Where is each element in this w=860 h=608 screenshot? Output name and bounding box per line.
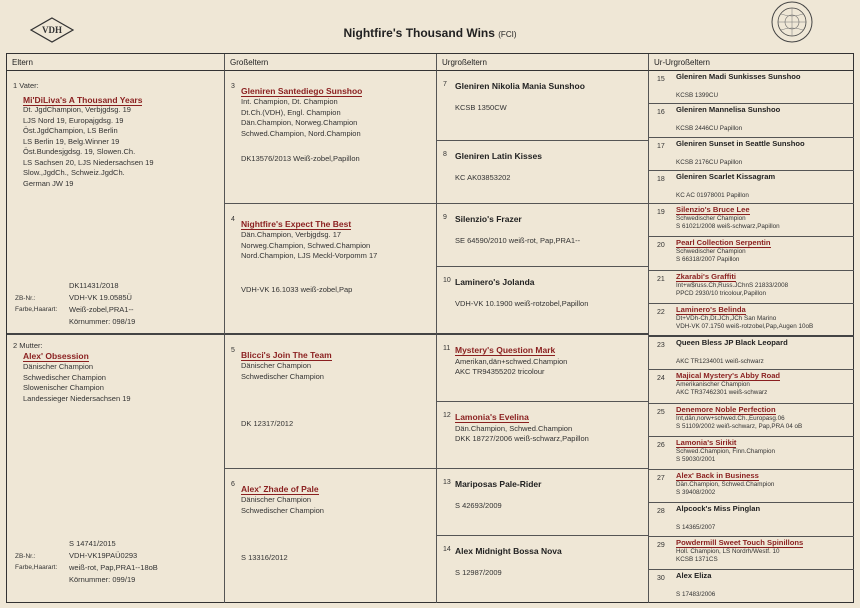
header-great-grandparents: Urgroßeltern: [437, 54, 649, 71]
grandparent-reg: DK 12317/2012: [241, 419, 294, 428]
great-great-grandparent-title-line: Schwedischer Champion: [676, 215, 746, 222]
great-great-grandparent-number: 18: [657, 176, 665, 183]
pedigree-table: [6, 53, 854, 603]
great-great-grandparent-title-line: Holl. Champion, LS Nordrh/Westf. 10: [676, 548, 780, 555]
great-great-grandparent-reg: S 61021/2008 weiß-schwarz,Papillon: [676, 223, 780, 231]
grandparent-title-line: Dän.Champion, Verbjgdsg. 17: [241, 230, 342, 239]
great-great-grandparent-reg: S 14365/2007: [676, 524, 716, 531]
great-grandparent-cell: [437, 71, 649, 141]
great-great-grandparent-title-line: Schwedischer Champion: [676, 248, 746, 255]
great-grandparent-cell: [437, 141, 649, 204]
great-great-grandparent-number: 21: [657, 276, 665, 283]
great-great-grandparent-number: 16: [657, 109, 665, 116]
great-grandparent-cell: [437, 335, 649, 402]
father-title-line: LS Sachsen 20, LJS Niedersachsen 19: [23, 157, 154, 167]
grandparent-cell: [225, 204, 437, 335]
great-grandparent-number: 13: [443, 479, 451, 486]
great-great-grandparent-title-line: Amerikanischer Champion: [676, 381, 750, 388]
great-great-grandparent-name: Silenzio's Bruce Lee: [676, 205, 750, 214]
great-great-grandparent-number: 20: [657, 242, 665, 249]
grandparent-title-line: Dän.Champion, Norweg.Champion: [241, 118, 358, 127]
mother-farbe: weiß-rot, Pap,PRA1--18oB: [69, 563, 158, 572]
great-great-grandparent-reg: KCSB 2176CU Papillon: [676, 159, 743, 166]
great-grandparent-reg: S 12987/2009: [455, 568, 502, 577]
grandparent-number: 6: [231, 481, 235, 488]
mother-cell: [7, 335, 225, 603]
great-great-grandparent-name: Majical Mystery's Abby Road: [676, 371, 781, 380]
father-title-line: German JW 19: [23, 178, 74, 188]
father-farbe-label: Farbe,Haarart:: [15, 306, 58, 313]
great-great-grandparent-cell: [649, 437, 854, 470]
great-great-grandparent-reg: AKC TR1234001 weiß-schwarz: [676, 358, 764, 365]
fci-seal: [762, 0, 822, 46]
grandparent-name: Blicci's Join The Team: [241, 350, 332, 360]
great-grandparent-title-line: Amerikan,dän+schwed.Champion: [455, 357, 568, 366]
great-grandparent-number: 9: [443, 214, 447, 221]
great-great-grandparent-name: Laminero's Belinda: [676, 305, 746, 314]
great-great-grandparent-reg: KCSB 1371CS: [676, 556, 718, 564]
great-great-grandparent-number: 23: [657, 342, 665, 349]
great-great-grandparent-cell: [649, 304, 854, 337]
grandparent-number: 5: [231, 347, 235, 354]
father-title-line: Öst.Bundesjgdsg. 19, Slowen.Ch.: [23, 147, 136, 156]
grandparent-title-line: Schwedischer Champion: [241, 371, 324, 381]
great-grandparent-reg: KCSB 1350CW: [455, 103, 507, 112]
great-great-grandparent-cell: [649, 138, 854, 171]
mother-koernummer: Körnummer: 099/19: [69, 575, 136, 584]
mother-farbe-label: Farbe,Haarart:: [15, 564, 58, 571]
mother-role: 2 Mutter:: [13, 341, 43, 350]
great-grandparent-name: Silenzio's Frazer: [455, 214, 522, 224]
grandparent-number: 3: [231, 83, 235, 90]
mother-name: Alex' Obsession: [23, 351, 89, 361]
father-title-line: Slow.,JgdCh., Schweiz.JgdCh.: [23, 168, 125, 177]
title-text: Nightfire's Thousand Wins: [343, 26, 495, 40]
father-farbe: Weiß-zobel,PRA1--: [69, 305, 134, 314]
title-suffix: (FCI): [498, 30, 517, 39]
mother-title-line: Schwedischer Champion: [23, 372, 106, 382]
great-grandparent-number: 12: [443, 412, 451, 419]
header-grandparents: Großeltern: [225, 54, 437, 71]
mother-reg: S 14741/2015: [69, 539, 116, 548]
great-great-grandparent-title-line: Dt+VDh-Ch,Dt.JCh,JCh San Marino: [676, 315, 777, 322]
great-great-grandparent-number: 30: [657, 575, 665, 582]
great-great-grandparent-cell: [649, 503, 854, 537]
father-title-line: LS Berlin 19, Belg.Winner 19: [23, 136, 120, 146]
great-grandparent-cell: [437, 267, 649, 335]
great-grandparent-name: Mystery's Question Mark: [455, 345, 556, 355]
great-grandparent-number: 7: [443, 81, 447, 88]
mother-zb-label: ZB-Nr.:: [15, 553, 36, 560]
grandparent-title-line: Dänischer Champion: [241, 361, 312, 370]
great-great-grandparent-name: Gleniren Mannelisa Sunshoo: [676, 105, 781, 114]
great-grandparent-reg: VDH-VK 10.1900 weiß-rotzobel,Papillon: [455, 299, 589, 308]
great-great-grandparent-name: Pearl Collection Serpentin: [676, 238, 771, 247]
grandparent-name: Alex' Zhade of Pale: [241, 484, 319, 494]
great-great-grandparent-name: Powdermill Sweet Touch Spinillons: [676, 538, 804, 547]
grandparent-title-line: Schwedischer Champion: [241, 505, 324, 515]
father-name: Mi'DiLiva's A Thousand Years: [23, 95, 143, 105]
great-great-grandparent-number: 19: [657, 209, 665, 216]
great-great-grandparent-cell: [649, 171, 854, 204]
great-great-grandparent-number: 17: [657, 143, 665, 150]
great-great-grandparent-cell: [649, 237, 854, 271]
great-great-grandparent-cell: [649, 570, 854, 603]
great-great-grandparent-name: Zkarabi's Graffiti: [676, 272, 737, 281]
great-grandparent-number: 14: [443, 546, 451, 553]
grandparent-cell: [225, 71, 437, 204]
grandparent-title-line: Dt.Ch.(VDH), Engl. Champion: [241, 107, 341, 117]
great-great-grandparent-title-line: Schwed.Champion, Finn.Champion: [676, 448, 776, 455]
grandparent-number: 4: [231, 216, 235, 223]
great-great-grandparent-cell: [649, 404, 854, 437]
grandparent-title-line: Int. Champion, Dt. Champion: [241, 97, 338, 106]
grandparent-name: Gleniren Santediego Sunshoo: [241, 86, 363, 96]
great-great-grandparent-cell: [649, 271, 854, 304]
grandparent-reg: S 13316/2012: [241, 553, 288, 562]
great-great-grandparent-name: Gleniren Madi Sunkisses Sunshoo: [676, 72, 801, 81]
great-great-grandparent-name: Lamonia's Sirikit: [676, 438, 737, 447]
great-great-grandparent-number: 22: [657, 309, 665, 316]
header-great-great-grandparents: Ur-Urgroßeltern: [649, 54, 854, 71]
great-great-grandparent-cell: [649, 470, 854, 503]
great-great-grandparent-cell: [649, 337, 854, 370]
great-grandparent-reg: S 42693/2009: [455, 501, 502, 510]
great-great-grandparent-name: Gleniren Sunset in Seattle Sunshoo: [676, 139, 805, 148]
grandparent-title-line: Norweg.Champion, Schwed.Champion: [241, 240, 371, 250]
header-parents: Eltern: [7, 54, 225, 71]
great-great-grandparent-reg: S 66318/2007 Papillon: [676, 256, 740, 264]
great-grandparent-cell: [437, 204, 649, 267]
grandparent-cell: [225, 469, 437, 603]
great-grandparent-number: 8: [443, 151, 447, 158]
great-great-grandparent-reg: VDH-VK 07.1750 weiß-rotzobel,Pap,Augen 10oB: [676, 323, 814, 331]
great-great-grandparent-reg: PPCD 2930/10 tricolour,Papillon: [676, 290, 766, 298]
great-grandparent-cell: [437, 402, 649, 469]
grandparent-reg: DK13576/2013 Weiß-zobel,Papillon: [241, 154, 360, 163]
great-great-grandparent-cell: [649, 370, 854, 404]
mother-title-line: Landessieger Niedersachsen 19: [23, 393, 131, 403]
great-great-grandparent-name: Denemore Noble Perfection: [676, 405, 776, 414]
great-great-grandparent-cell: [649, 104, 854, 138]
great-great-grandparent-name: Alex' Back in Business: [676, 471, 759, 480]
great-great-grandparent-reg: S 51109/2002 weiß-schwarz, Pap,PRA 04 oB: [676, 423, 803, 431]
father-koernummer: Körnummer: 098/19: [69, 317, 136, 326]
father-reg: DK11431/2018: [69, 281, 119, 290]
great-great-grandparent-name: Gleniren Scarlet Kissagram: [676, 172, 776, 181]
great-grandparent-reg: DKK 18727/2006 weiß-schwarz,Papillon: [455, 434, 589, 443]
great-grandparent-name: Gleniren Latin Kisses: [455, 151, 542, 161]
great-grandparent-reg: SE 64590/2010 weiß-rot, Pap,PRA1--: [455, 236, 581, 245]
great-grandparent-name: Laminero's Jolanda: [455, 277, 535, 287]
great-great-grandparent-cell: [649, 204, 854, 237]
great-great-grandparent-reg: KC AC 01978001 Papillon: [676, 192, 749, 199]
great-grandparent-name: Gleniren Nikolia Mania Sunshoo: [455, 81, 585, 91]
father-zb: VDH-VK 19.0585Ü: [69, 293, 132, 302]
great-great-grandparent-name: Alex Eliza: [676, 571, 712, 580]
great-great-grandparent-number: 27: [657, 475, 665, 482]
mother-title-line: Dänischer Champion: [23, 362, 94, 371]
grandparent-reg: VDH-VK 16.1033 weiß-zobel,Pap: [241, 285, 353, 294]
logo-text: VDH: [42, 25, 62, 35]
father-cell: [7, 71, 225, 335]
great-grandparent-number: 11: [443, 345, 451, 352]
great-great-grandparent-number: 15: [657, 76, 665, 83]
great-great-grandparent-reg: S 39408/2002: [676, 489, 716, 497]
great-grandparent-name: Lamonia's Evelina: [455, 412, 529, 422]
great-grandparent-reg: AKC TR94355202 tricolour: [455, 367, 545, 376]
great-great-grandparent-reg: AKC TR37462301 weiß-schwarz: [676, 389, 768, 397]
great-grandparent-reg: KC AK03853202: [455, 173, 511, 182]
great-great-grandparent-number: 28: [657, 508, 665, 515]
great-great-grandparent-reg: KCSB 2446CU Papillon: [676, 125, 743, 132]
great-grandparent-number: 10: [443, 277, 451, 284]
great-great-grandparent-title-line: Int,dän,norw+schwed.Ch.,Europasg.06: [676, 415, 785, 422]
great-grandparent-name: Alex Midnight Bossa Nova: [455, 546, 562, 556]
grandparent-title-line: Schwed.Champion, Nord.Champion: [241, 128, 361, 138]
grandparent-cell: [225, 335, 437, 469]
great-grandparent-name: Mariposas Pale-Rider: [455, 479, 542, 489]
father-role: 1 Vater:: [13, 81, 39, 90]
father-title-line: Öst.JgdChampion, LS Berlin: [23, 126, 118, 135]
great-great-grandparent-reg: S 17483/2006: [676, 591, 716, 598]
father-title-line: LJS Nord 19, Europajgdsg. 19: [23, 115, 124, 125]
great-great-grandparent-number: 25: [657, 409, 665, 416]
great-great-grandparent-number: 24: [657, 375, 665, 382]
great-great-grandparent-name: Alpcock's Miss Pinglan: [676, 504, 761, 513]
great-great-grandparent-title-line: Dän.Champion, Schwed.Champion: [676, 481, 775, 488]
great-great-grandparent-cell: [649, 71, 854, 104]
grandparent-name: Nightfire's Expect The Best: [241, 219, 352, 229]
great-great-grandparent-cell: [649, 537, 854, 570]
great-great-grandparent-title-line: Int+w$russ.Ch,Russ.JChnS 21833/2008: [676, 282, 789, 289]
great-great-grandparent-name: Queen Bless JP Black Leopard: [676, 338, 788, 347]
great-great-grandparent-reg: KCSB 1399CU: [676, 92, 718, 99]
mother-zb: VDH-VK19PAÜ0293: [69, 551, 138, 560]
father-title-line: Dt. JgdChampion, Verbjgdsg. 19: [23, 105, 131, 114]
great-grandparent-cell: [437, 469, 649, 536]
great-great-grandparent-number: 29: [657, 542, 665, 549]
grandparent-title-line: Dänischer Champion: [241, 495, 312, 504]
great-great-grandparent-reg: S 59030/2001: [676, 456, 716, 464]
great-grandparent-title-line: Dän.Champion, Schwed.Champion: [455, 424, 573, 433]
great-great-grandparent-number: 26: [657, 442, 665, 449]
great-grandparent-cell: [437, 536, 649, 603]
mother-title-line: Slowenischer Champion: [23, 383, 104, 392]
grandparent-title-line: Nord.Champion, LJS Meckl-Vorpomm 17: [241, 251, 378, 260]
page-title: [0, 26, 860, 40]
father-zb-label: ZB-Nr.:: [15, 295, 36, 302]
